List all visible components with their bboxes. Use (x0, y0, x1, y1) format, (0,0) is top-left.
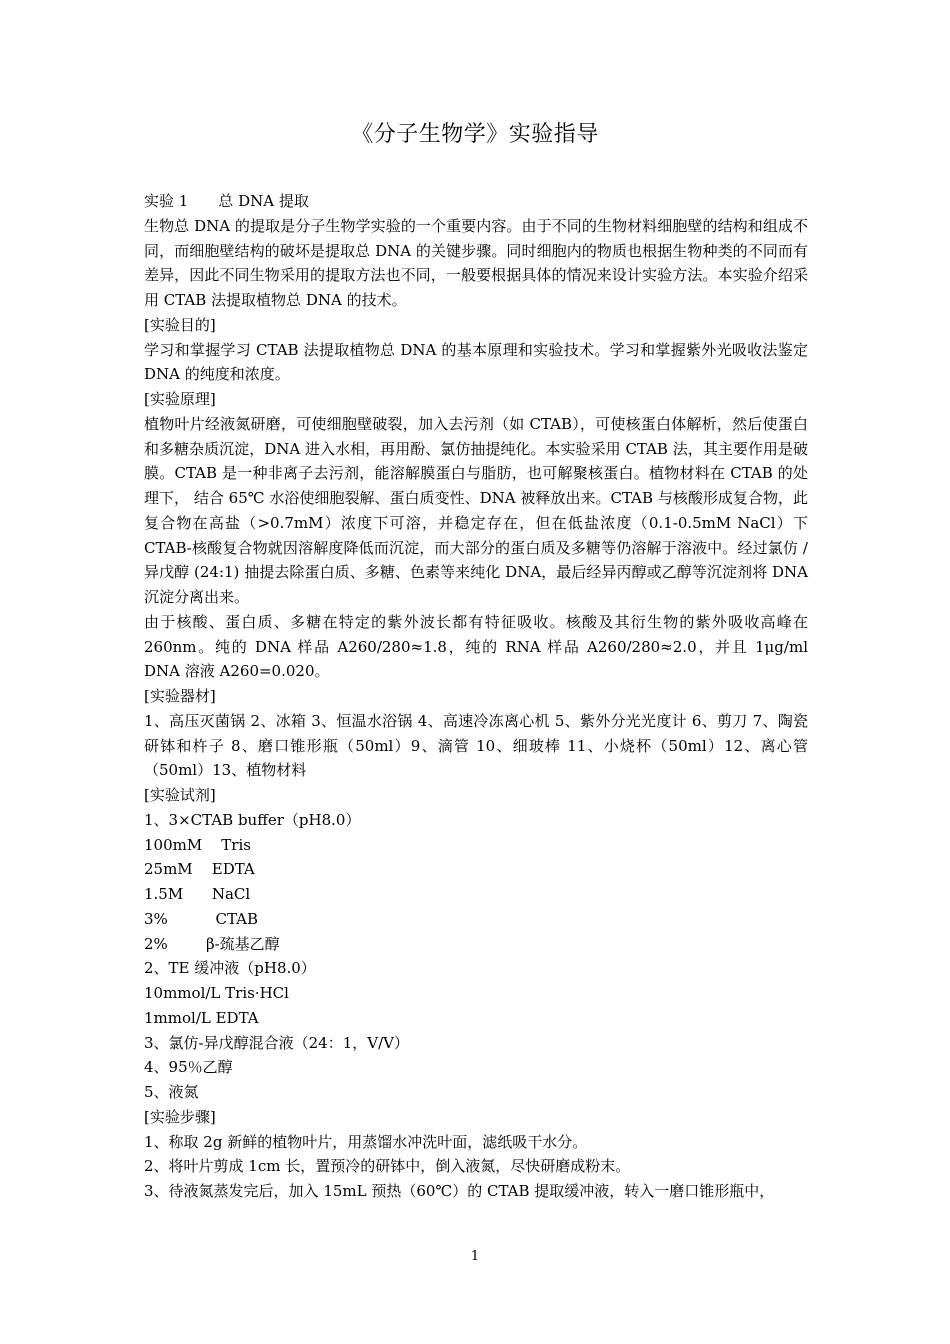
reagent-line: 3、氯仿-异戊醇混合液（24：1，V/V） (144, 1033, 409, 1052)
reagent-line: 2、TE 缓冲液（pH8.0） (144, 959, 316, 978)
reagent-line: 25mM EDTA (144, 860, 255, 879)
reagents-heading: [实验试剂] (144, 786, 216, 804)
reagent-line: 1.5M NaCl (144, 885, 251, 903)
procedure-step: 1、称取 2g 新鲜的植物叶片，用蒸馏水冲洗叶面，滤纸吸干水分。 (144, 1132, 588, 1151)
procedure-step: 2、将叶片剪成 1cm 长，置预冷的研钵中，倒入液氮，尽快研磨成粉末。 (144, 1157, 631, 1176)
reagent-line: 3% CTAB (144, 909, 258, 928)
principle-heading: [实验原理] (144, 390, 216, 408)
equipment-list: 1、高压灭菌锅 2、冰箱 3、恒温水浴锅 4、高速冷冻离心机 5、紫外分光光度计 6、剪刀 7、陶瓷研钵和杵子 8、磨口锥形瓶（50ml）9、滴管 10、细玻棒 11、小烧杯（50ml）12、离心管（50ml）13、植物材料 (144, 711, 808, 780)
experiment-heading: 实验 1 总 DNA 提取 (144, 192, 309, 210)
reagent-line: 100mM Tris (144, 835, 251, 854)
document-title: 《分子生物学》实验指导 (351, 122, 599, 147)
experiment-intro: 生物总 DNA 的提取是分子生物学实验的一个重要内容。由于不同的生物材料细胞壁的结构和组成不同，而细胞壁结构的破坏是提取总 DNA 的关键步骤。同时细胞内的物质也根据生物种类的不同而有差异，因此不同生物采用的提取方法也不同，一般要根据具体的情况来设计实验方法。本实验介绍采用 CTAB 法提取植物总 DNA 的技术。 (144, 216, 808, 309)
reagent-line: 1、3×CTAB buffer（pH8.0） (144, 810, 361, 829)
procedure-heading: [实验步骤] (144, 1107, 216, 1126)
reagent-line: 10mmol/L Tris·HCl (144, 984, 289, 1002)
reagent-line: 5、液氮 (144, 1083, 199, 1101)
objective-heading: [实验目的] (144, 315, 216, 334)
document-body (144, 189, 808, 1204)
reagent-line: 1mmol/L EDTA (144, 1008, 259, 1027)
procedure-step: 3、待液氮蒸发完后，加入 15mL 预热（60℃）的 CTAB 提取缓冲液，转入一磨口锥形瓶中， (144, 1182, 775, 1200)
page-number: 1 (470, 1249, 480, 1264)
objective-text: 学习和掌握学习 CTAB 法提取植物总 DNA 的基本原理和实验技术。学习和掌握紫外光吸收法鉴定 DNA 的纯度和浓度。 (144, 340, 808, 384)
equipment-heading: [实验器材] (144, 687, 216, 705)
reagent-line: 4、95％乙醇 (144, 1058, 233, 1077)
reagent-line: 2% β-巯基乙醇 (144, 934, 280, 953)
principle-text-2: 由于核酸、蛋白质、多糖在特定的紫外波长都有特征吸收。核酸及其衍生物的紫外吸收高峰在 260nm。纯的 DNA 样品 A260/280≈1.8，纯的 RNA 样品 A260/280≈2.0，并且 1μg/ml DNA 溶液 A260=0.020。 (144, 612, 808, 681)
principle-text-1: 植物叶片经液氮研磨，可使细胞壁破裂，加入去污剂（如 CTAB），可使核蛋白体解析，然后使蛋白和多糖杂质沉淀，DNA 进入水相，再用酚、氯仿抽提纯化。本实验采用 CTAB 法，其主要作用是破膜。CTAB 是一种非离子去污剂，能溶解膜蛋白与脂肪，也可解聚核蛋白。植物材料在 CTAB 的处理下， 结合 65℃ 水浴使细胞裂解、蛋白质变性、DNA 被释放出来。CTAB 与核酸形成复合物，此复合物在高盐（>0.7mM）浓度下可溶，并稳定存在，但在低盐浓度（0.1-0.5mM NaCl）下 CTAB-核酸复合物就因溶解度降低而沉淀，而大部分的蛋白质及多糖等仍溶解于溶液中。经过氯仿 / 异戊醇 (24:1) 抽提去除蛋白质、多糖、色素等来纯化 DNA，最后经异丙醇或乙醇等沉淀剂将 DNA 沉淀分离出来。 (144, 414, 808, 606)
